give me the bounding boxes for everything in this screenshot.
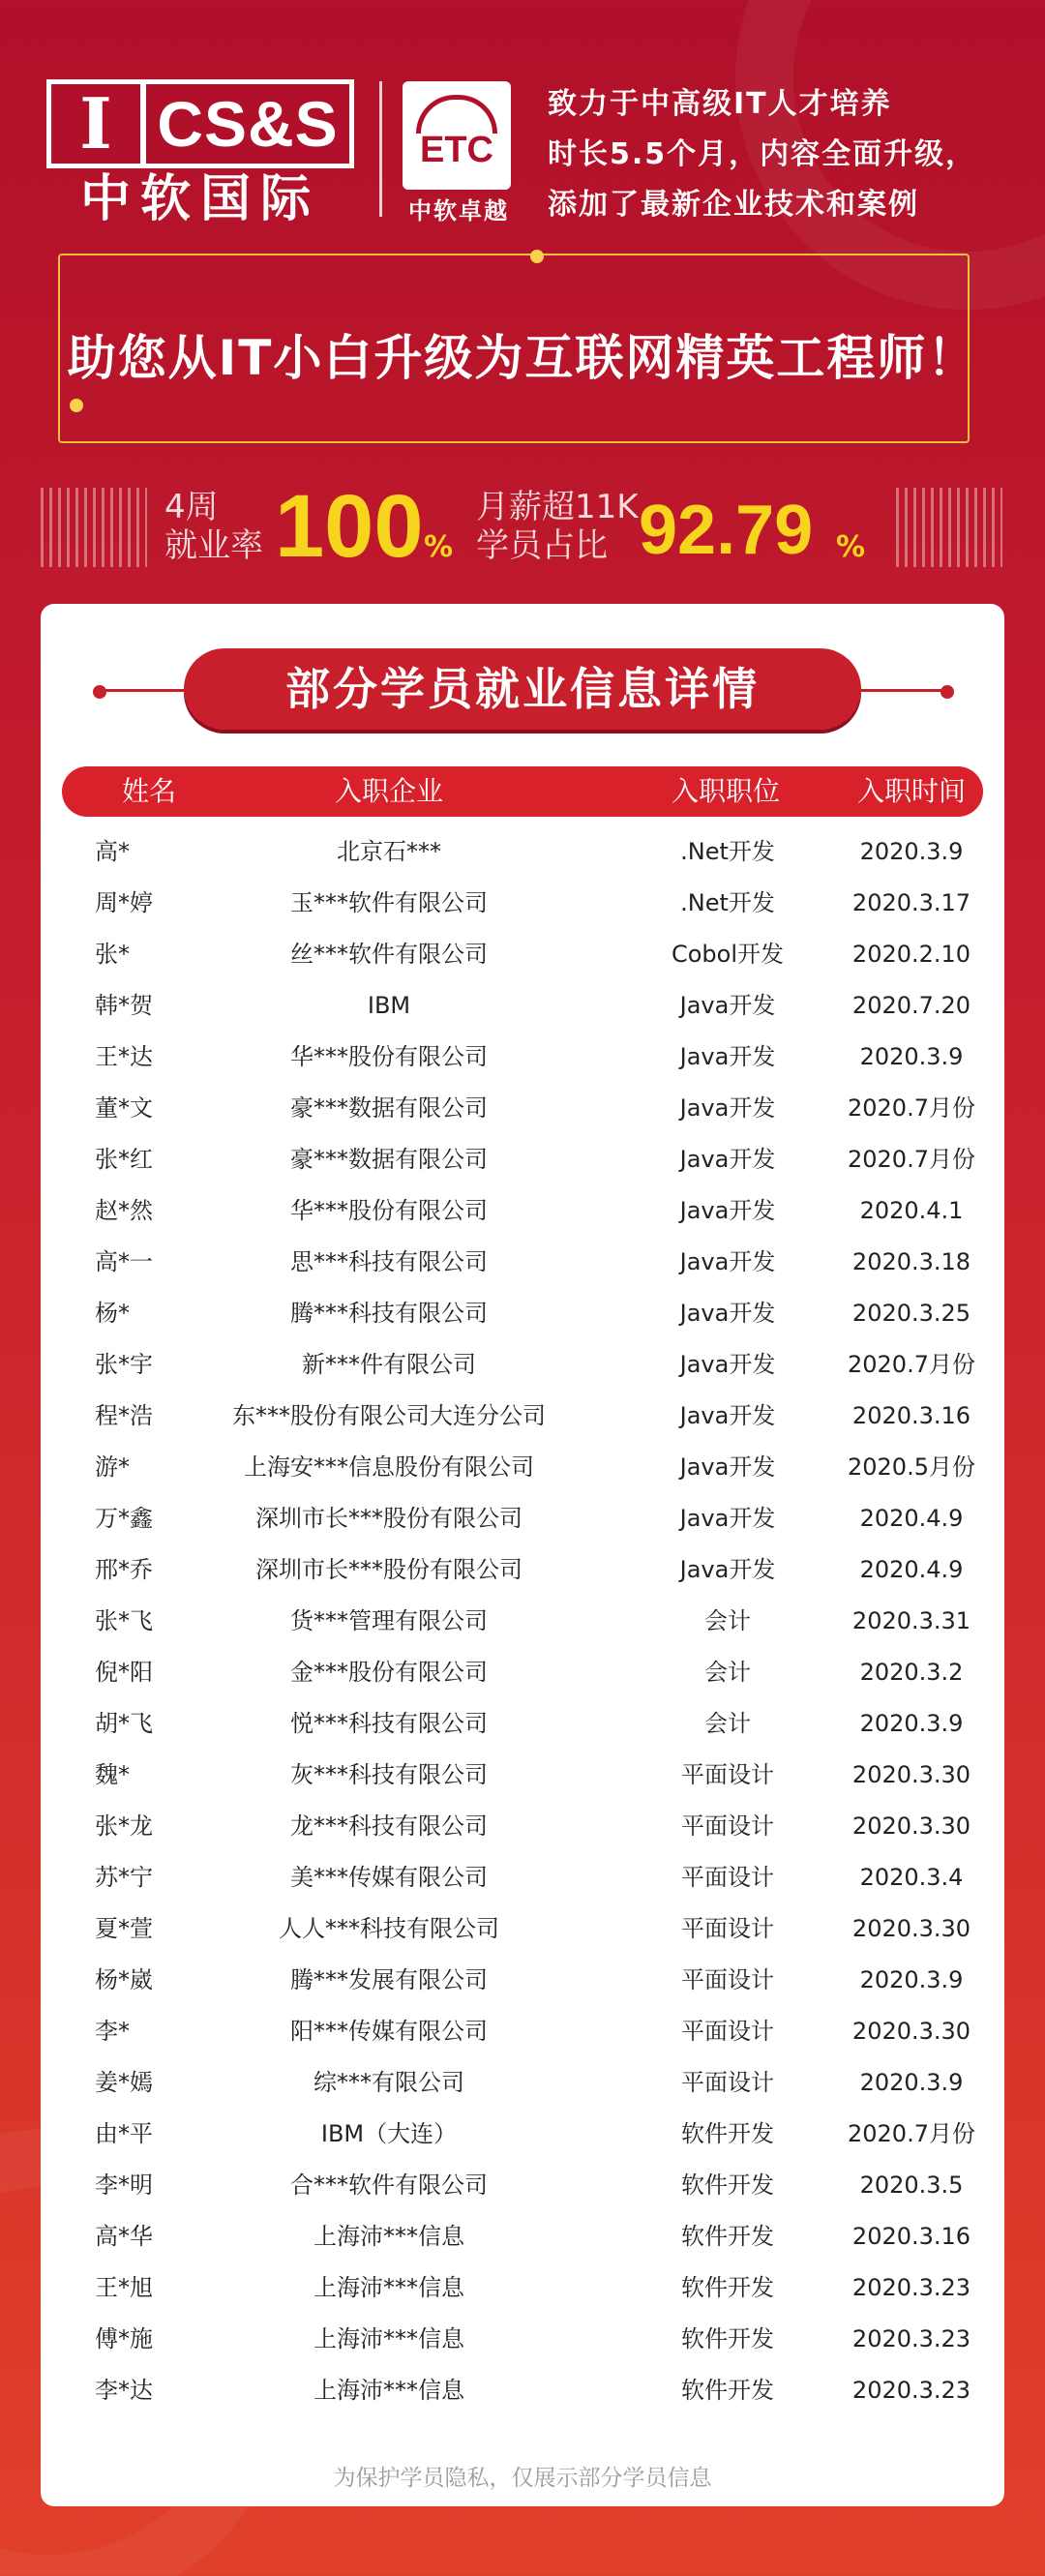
job-position: 软件开发 [681, 2377, 774, 2404]
etc-chinese-name: 中软卓越 [408, 197, 509, 225]
hire-date: 2020.3.25 [851, 1300, 971, 1327]
tagline-line: 添加了最新企业技术和案例 [548, 188, 919, 222]
job-position: Java开发 [679, 1248, 776, 1275]
company-name: 阳***传媒有限公司 [290, 2018, 488, 2045]
company-name: 上海沛***信息 [314, 2377, 464, 2404]
headline: 助您从IT小白升级为互联网精英工程师！ [67, 330, 978, 386]
cs-s-logo [46, 79, 354, 168]
hire-date: 2020.4.9 [859, 1556, 964, 1583]
company-name: 新***件有限公司 [302, 1351, 476, 1378]
company-name: 思***科技有限公司 [290, 1248, 488, 1275]
company-name: 腾***发展有限公司 [290, 1966, 488, 1993]
job-position: .Net开发 [680, 838, 775, 865]
card-title: 部分学员就业信息详情 [184, 648, 861, 730]
company-name: 深圳市长***股份有限公司 [255, 1556, 522, 1583]
company-name: 美***传媒有限公司 [290, 1864, 488, 1891]
header-banner [0, 0, 1045, 484]
table-row [41, 2109, 1004, 2160]
hire-date: 2020.7月份 [848, 1094, 975, 1122]
table-row [41, 1442, 1004, 1493]
company-name: 合***软件有限公司 [290, 2172, 488, 2199]
company-name: 龙***科技有限公司 [290, 1812, 488, 1840]
job-position: 平面设计 [681, 1966, 774, 1993]
hire-date: 2020.4.9 [859, 1505, 964, 1532]
student-name: 杨* [95, 1300, 130, 1327]
job-position: 平面设计 [681, 1915, 774, 1942]
table-row [41, 1750, 1004, 1801]
student-name: 张*宇 [95, 1351, 153, 1378]
company-name: 综***有限公司 [314, 2069, 464, 2096]
hire-date: 2020.3.2 [859, 1659, 964, 1686]
stats-bar [0, 477, 1045, 577]
table-body [41, 826, 1004, 2416]
student-name: 程*浩 [95, 1402, 153, 1429]
student-name: 夏*萱 [95, 1915, 153, 1942]
job-position: .Net开发 [680, 889, 775, 916]
company-name: 丝***软件有限公司 [290, 941, 488, 968]
job-position: 软件开发 [681, 2223, 774, 2250]
company-name: 上海沛***信息 [314, 2223, 464, 2250]
job-position: 会计 [704, 1607, 751, 1634]
table-row [41, 826, 1004, 878]
job-position: Java开发 [679, 1146, 776, 1173]
hire-date: 2020.3.18 [851, 1248, 971, 1275]
table-row [41, 1134, 1004, 1185]
table-row [41, 2365, 1004, 2416]
hire-date: 2020.4.1 [859, 1197, 964, 1224]
student-name: 李*达 [95, 2377, 153, 2404]
hatch-decoration [896, 488, 1002, 567]
job-position: Cobol开发 [671, 941, 785, 968]
job-position: Java开发 [679, 1505, 776, 1532]
student-name: 李* [95, 2018, 130, 2045]
job-position: 平面设计 [681, 1761, 774, 1788]
table-row [41, 1237, 1004, 1288]
tagline [548, 79, 1031, 230]
logo-letter: I [51, 84, 140, 164]
student-name: 邢*乔 [95, 1556, 153, 1583]
hire-date: 2020.3.16 [851, 2223, 971, 2250]
student-name: 姜*嫣 [95, 2069, 153, 2096]
company-name: 华***股份有限公司 [290, 1043, 488, 1070]
job-position: Java开发 [679, 1556, 776, 1583]
hire-date: 2020.7月份 [848, 2120, 975, 2147]
salary-threshold: 月薪超11K [476, 488, 639, 526]
frame-dot [70, 399, 83, 412]
hire-date: 2020.2.10 [851, 941, 971, 968]
job-position: Java开发 [679, 1453, 776, 1481]
hire-date: 2020.3.9 [859, 1966, 964, 1993]
company-name: IBM [367, 992, 411, 1019]
job-position: Java开发 [679, 1402, 776, 1429]
hire-date: 2020.7月份 [848, 1146, 975, 1173]
hire-date: 2020.3.16 [851, 1402, 971, 1429]
job-position: 会计 [704, 1710, 751, 1737]
student-name: 赵*然 [95, 1197, 153, 1224]
student-name: 张*飞 [95, 1607, 153, 1634]
student-name: 魏* [95, 1761, 130, 1788]
table-row [41, 1339, 1004, 1391]
student-name: 苏*宁 [95, 1864, 153, 1891]
student-name: 倪*阳 [95, 1659, 153, 1686]
company-name: 人人***科技有限公司 [279, 1915, 499, 1942]
table-row [41, 1647, 1004, 1698]
hire-date: 2020.3.17 [851, 889, 971, 916]
table-row [41, 2160, 1004, 2211]
hire-date: 2020.3.23 [851, 2325, 971, 2352]
etc-logo-text: ETC [420, 130, 493, 170]
hire-date: 2020.3.5 [859, 2172, 964, 2199]
table-row [41, 1698, 1004, 1750]
table-row [41, 2057, 1004, 2109]
logo-chinese-name: 中软国际 [79, 170, 320, 228]
hire-date: 2020.3.23 [851, 2274, 971, 2301]
hire-date: 2020.7.20 [851, 992, 971, 1019]
salary-ratio-unit: % [836, 530, 866, 564]
job-position: 会计 [704, 1659, 751, 1686]
table-row [41, 1032, 1004, 1083]
hire-date: 2020.3.23 [851, 2377, 971, 2404]
job-position: Java开发 [679, 1094, 776, 1122]
student-name: 杨*崴 [95, 1966, 153, 1993]
frame-dot [530, 250, 544, 263]
employment-rate-value: 100 [275, 477, 424, 576]
table-row [41, 1391, 1004, 1442]
hire-date: 2020.3.30 [851, 1812, 971, 1840]
title-line-right [850, 689, 946, 692]
student-name: 万*鑫 [95, 1505, 153, 1532]
company-name: 上海安***信息股份有限公司 [244, 1453, 534, 1481]
company-name: 华***股份有限公司 [290, 1197, 488, 1224]
logo-name: CS&S [146, 84, 349, 164]
header-position: 入职职位 [671, 775, 780, 807]
employment-label [164, 488, 263, 565]
student-name: 高*华 [95, 2223, 153, 2250]
salary-ratio-value: 92.79 [639, 492, 814, 569]
job-position: Java开发 [679, 1197, 776, 1224]
hire-date: 2020.3.30 [851, 1761, 971, 1788]
company-name: 灰***科技有限公司 [290, 1761, 488, 1788]
job-position: Java开发 [679, 1300, 776, 1327]
student-name: 王*旭 [95, 2274, 153, 2301]
student-name: 高* [95, 838, 130, 865]
student-name: 胡*飞 [95, 1710, 153, 1737]
student-name: 王*达 [95, 1043, 153, 1070]
company-name: 豪***数据有限公司 [290, 1094, 488, 1122]
hire-date: 2020.3.9 [859, 1043, 964, 1070]
title-dot [940, 685, 954, 699]
table-row [41, 1544, 1004, 1596]
table-row [41, 1596, 1004, 1647]
salary-ratio-label: 学员占比 [476, 526, 608, 565]
job-position: 平面设计 [681, 2069, 774, 2096]
table-row [41, 1801, 1004, 1852]
student-name: 周*婷 [95, 889, 153, 916]
table-row [41, 2006, 1004, 2057]
company-name: 深圳市长***股份有限公司 [255, 1505, 522, 1532]
table-row [41, 1083, 1004, 1134]
job-position: 平面设计 [681, 1864, 774, 1891]
company-name: 上海沛***信息 [314, 2325, 464, 2352]
hire-date: 2020.3.30 [851, 1915, 971, 1942]
job-position: 软件开发 [681, 2274, 774, 2301]
hire-date: 2020.3.31 [851, 1607, 971, 1634]
employment-rate-label: 就业率 [164, 526, 263, 565]
hire-date: 2020.3.4 [859, 1864, 964, 1891]
job-position: 平面设计 [681, 1812, 774, 1840]
tagline-line: 致力于中高级IT人才培养 [548, 87, 892, 121]
student-name: 韩*贺 [95, 992, 153, 1019]
table-row [41, 878, 1004, 929]
hire-date: 2020.3.9 [859, 1710, 964, 1737]
student-name: 董*文 [95, 1094, 153, 1122]
logo-divider [379, 81, 382, 217]
table-row [41, 980, 1004, 1032]
header-company: 入职企业 [334, 775, 443, 807]
hire-date: 2020.3.30 [851, 2018, 971, 2045]
company-name: 北京石*** [337, 838, 441, 865]
table-row [41, 1288, 1004, 1339]
header-name: 姓名 [121, 775, 176, 807]
table-row [41, 1955, 1004, 2006]
employment-rate-unit: % [424, 530, 454, 564]
company-name: 金***股份有限公司 [290, 1659, 488, 1686]
table-row [41, 1185, 1004, 1237]
company-name: IBM（大连） [320, 2120, 458, 2147]
company-name: 腾***科技有限公司 [290, 1300, 488, 1327]
job-position: 平面设计 [681, 2018, 774, 2045]
table-row [41, 1903, 1004, 1955]
title-dot [93, 685, 106, 699]
student-name: 张*红 [95, 1146, 153, 1173]
job-position: Java开发 [679, 1043, 776, 1070]
table-row [41, 2211, 1004, 2262]
student-name: 高*一 [95, 1248, 153, 1275]
tagline-line: 时长5.5个月，内容全面升级， [548, 137, 977, 171]
student-name: 张*龙 [95, 1812, 153, 1840]
job-position: 软件开发 [681, 2325, 774, 2352]
hire-date: 2020.3.9 [859, 838, 964, 865]
company-name: 东***股份有限公司大连分公司 [232, 1402, 546, 1429]
job-position: Java开发 [679, 1351, 776, 1378]
student-name: 傅*施 [95, 2325, 153, 2352]
job-position: 软件开发 [681, 2172, 774, 2199]
table-row [41, 2262, 1004, 2314]
job-position: Java开发 [679, 992, 776, 1019]
title-line-left [99, 689, 195, 692]
student-name: 由*平 [95, 2120, 153, 2147]
table-row [41, 2314, 1004, 2365]
student-name: 游* [95, 1453, 130, 1481]
hire-date: 2020.5月份 [848, 1453, 975, 1481]
job-position: 软件开发 [681, 2120, 774, 2147]
etc-arc-icon [416, 95, 497, 134]
company-name: 豪***数据有限公司 [290, 1146, 488, 1173]
etc-logo [403, 81, 511, 190]
employment-card [41, 604, 1004, 2506]
company-name: 悦***科技有限公司 [290, 1710, 488, 1737]
table-row [41, 1493, 1004, 1544]
table-row [41, 929, 1004, 980]
student-name: 李*明 [95, 2172, 153, 2199]
company-name: 货***管理有限公司 [290, 1607, 488, 1634]
hatch-decoration [41, 488, 147, 567]
privacy-note: 为保护学员隐私，仅展示部分学员信息 [333, 2466, 712, 2491]
employment-period: 4周 [164, 488, 219, 526]
hire-date: 2020.7月份 [848, 1351, 975, 1378]
company-name: 玉***软件有限公司 [290, 889, 488, 916]
header-date: 入职时间 [856, 775, 966, 807]
hire-date: 2020.3.9 [859, 2069, 964, 2096]
table-row [41, 1852, 1004, 1903]
table-header [62, 766, 983, 817]
student-name: 张* [95, 941, 130, 968]
salary-label [476, 488, 639, 565]
company-name: 上海沛***信息 [314, 2274, 464, 2301]
